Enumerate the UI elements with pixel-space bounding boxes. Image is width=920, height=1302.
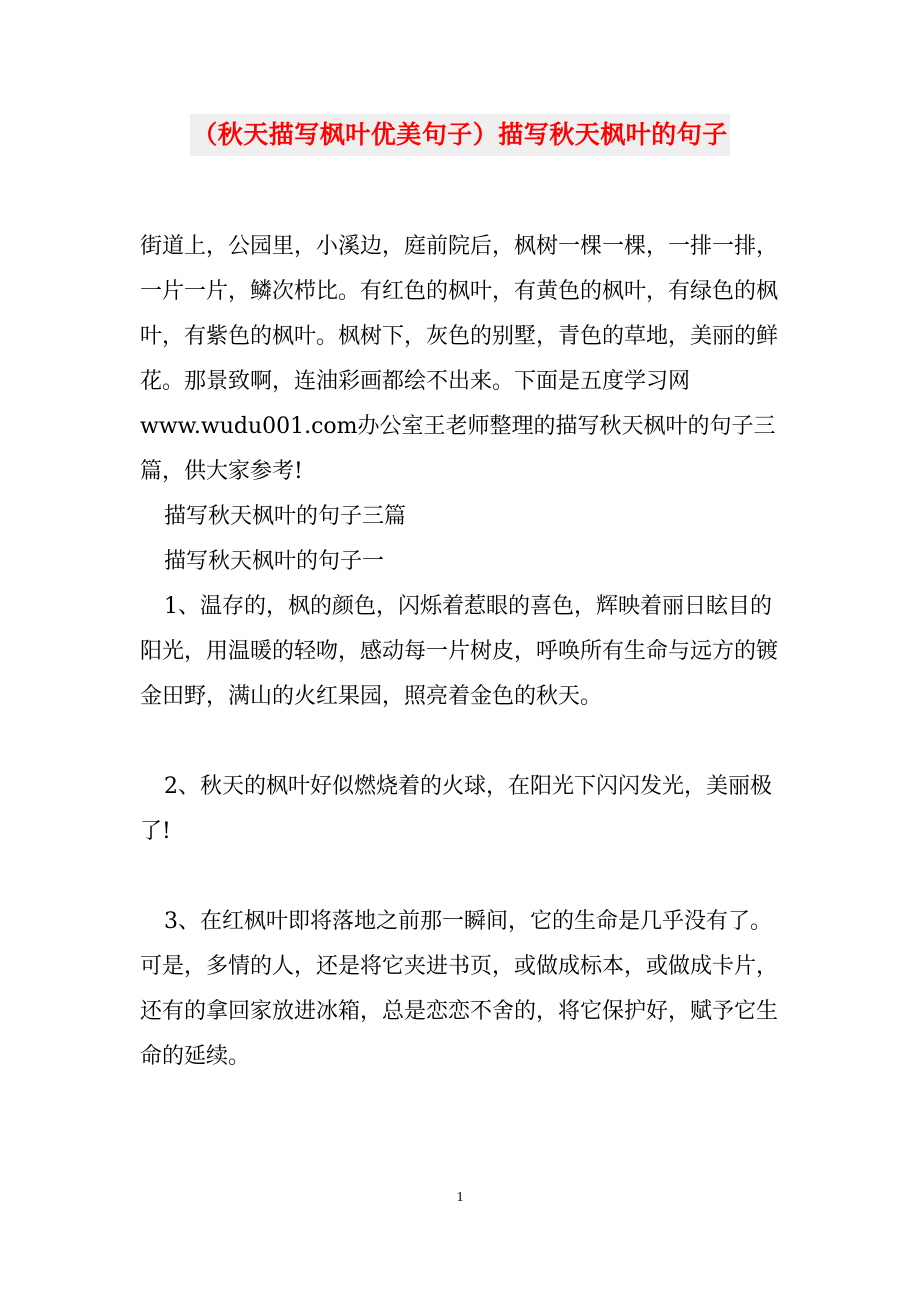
document-body bbox=[140, 224, 790, 1079]
page-number: 1 bbox=[456, 1190, 464, 1205]
sentence-item-3: 3、在红枫叶即将落地之前那一瞬间，它的生命是几乎没有了。可是，多情的人，还是将它夹进书页，或做成标本，或做成卡片，还有的拿回家放进冰箱，总是恋恋不舍的，将它保护好，赋予它生命的延续。 bbox=[140, 909, 779, 1069]
spacer bbox=[140, 719, 790, 764]
section-heading: 描写秋天枫叶的句子三篇 bbox=[164, 504, 407, 529]
intro-paragraph: 街道上，公园里，小溪边，庭前院后，枫树一棵一棵，一排一排，一片一片，鳞次栉比。有红色的枫叶，有黄色的枫叶，有绿色的枫叶，有紫色的枫叶。枫树下，灰色的别墅，青色的草地，美丽的鲜花。那景致啊，连油彩画都绘不出来。下面是五度学习网www.wudu001.com办公室王老师整理的描写秋天枫叶的句子三篇，供大家参考! bbox=[140, 234, 779, 484]
document-title: （秋天描写枫叶优美句子）描写秋天枫叶的句子 bbox=[190, 114, 730, 156]
sentence-item-2: 2、秋天的枫叶好似燃烧着的火球，在阳光下闪闪发光，美丽极了! bbox=[140, 774, 772, 844]
title-container bbox=[0, 114, 920, 156]
spacer bbox=[140, 854, 790, 899]
subsection-heading: 描写秋天枫叶的句子一 bbox=[164, 549, 385, 574]
sentence-item-1: 1、温存的，枫的颜色，闪烁着惹眼的喜色，辉映着丽日眩目的阳光，用温暖的轻吻，感动每一片树皮，呼唤所有生命与远方的镀金田野，满山的火红果园，照亮着金色的秋天。 bbox=[140, 594, 779, 709]
